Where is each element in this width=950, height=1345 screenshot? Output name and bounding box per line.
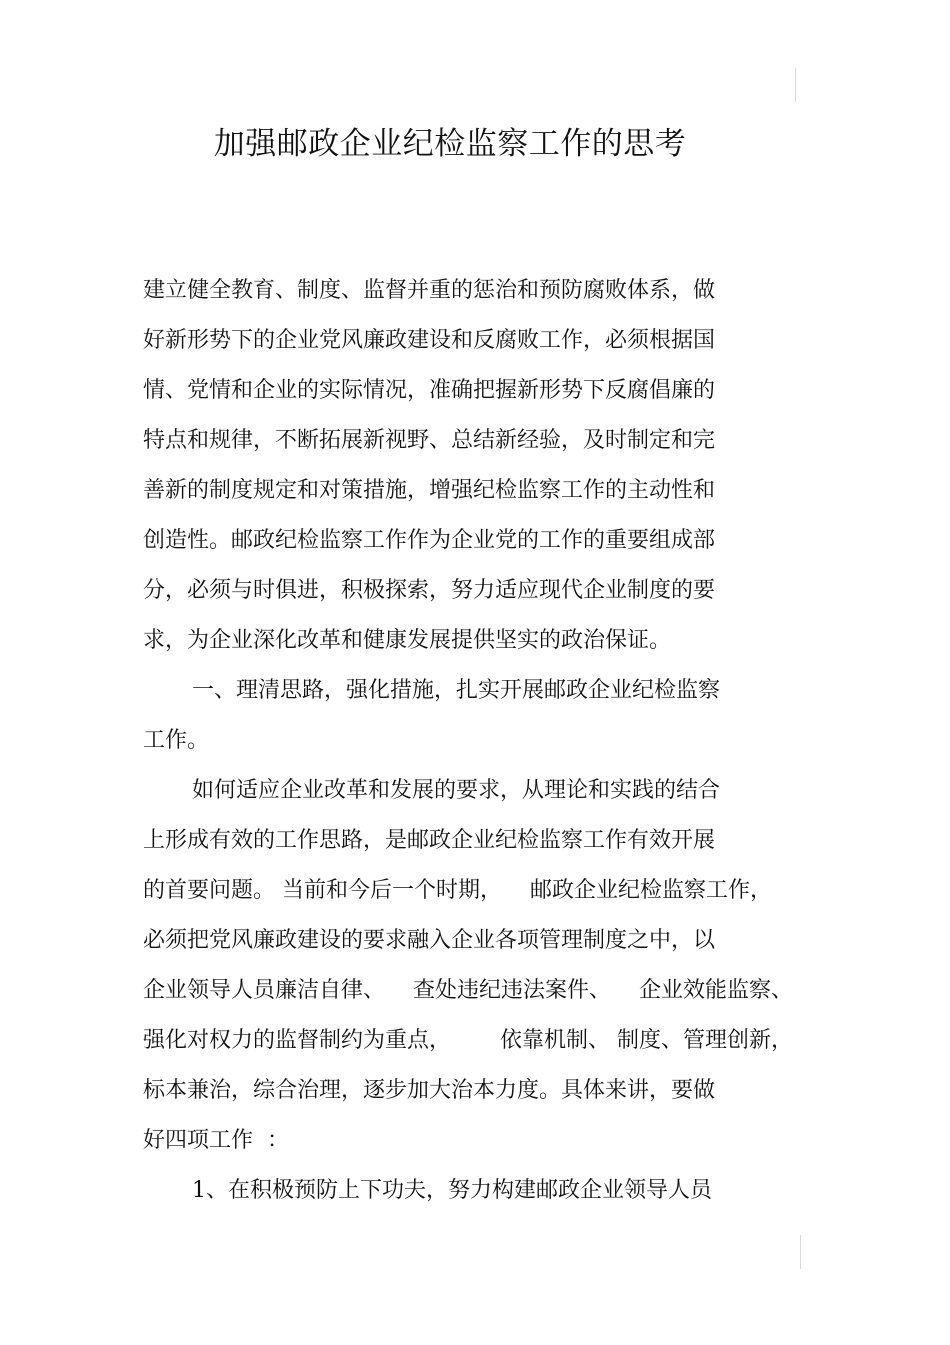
- body-line: 企业领导人员廉洁自律、 查处违纪违法案件、 企业效能监察、: [143, 978, 793, 1003]
- section-heading-cont: 工作。: [143, 728, 210, 753]
- body-line: 好四项工作 ：: [143, 1128, 289, 1153]
- body-line: 标本兼治，综合治理，逐步加大治本力度。具体来讲，要做: [143, 1078, 716, 1103]
- numbered-item: 1、在积极预防上下功夫，努力构建邮政企业领导人员: [192, 1178, 712, 1203]
- body-line: 求，为企业深化改革和健康发展提供坚实的政治保证。: [143, 628, 672, 653]
- margin-mark-top: [795, 68, 796, 102]
- body-line: 如何适应企业改革和发展的要求，从理论和实践的结合: [192, 778, 721, 803]
- margin-mark-bottom: [800, 1235, 801, 1269]
- body-line: 情、党情和企业的实际情况，准确把握新形势下反腐倡廉的: [143, 378, 716, 403]
- body-line: 上形成有效的工作思路，是邮政企业纪检监察工作有效开展: [143, 828, 716, 853]
- section-heading: 一、理清思路，强化措施，扎实开展邮政企业纪检监察: [192, 678, 721, 703]
- body-line: 强化对权力的监督制约为重点， 依靠机制、 制度、管理创新，: [143, 1028, 793, 1053]
- body-line: 善新的制度规定和对策措施，增强纪检监察工作的主动性和: [143, 478, 716, 503]
- body-line: 特点和规律，不断拓展新视野、总结新经验，及时制定和完: [143, 428, 716, 453]
- body-line: 分，必须与时俱进，积极探索，努力适应现代企业制度的要: [143, 578, 716, 603]
- document-title: 加强邮政企业纪检监察工作的思考: [213, 126, 687, 162]
- body-line: 好新形势下的企业党风廉政建设和反腐败工作，必须根据国: [143, 328, 716, 353]
- body-line: 必须把党风廉政建设的要求融入企业各项管理制度之中，以: [143, 928, 716, 953]
- body-line: 的首要问题。 当前和今后一个时期， 邮政企业纪检监察工作，: [143, 878, 772, 903]
- body-line: 建立健全教育、制度、监督并重的惩治和预防腐败体系，做: [143, 278, 716, 303]
- body-line: 创造性。邮政纪检监察工作作为企业党的工作的重要组成部: [143, 528, 716, 553]
